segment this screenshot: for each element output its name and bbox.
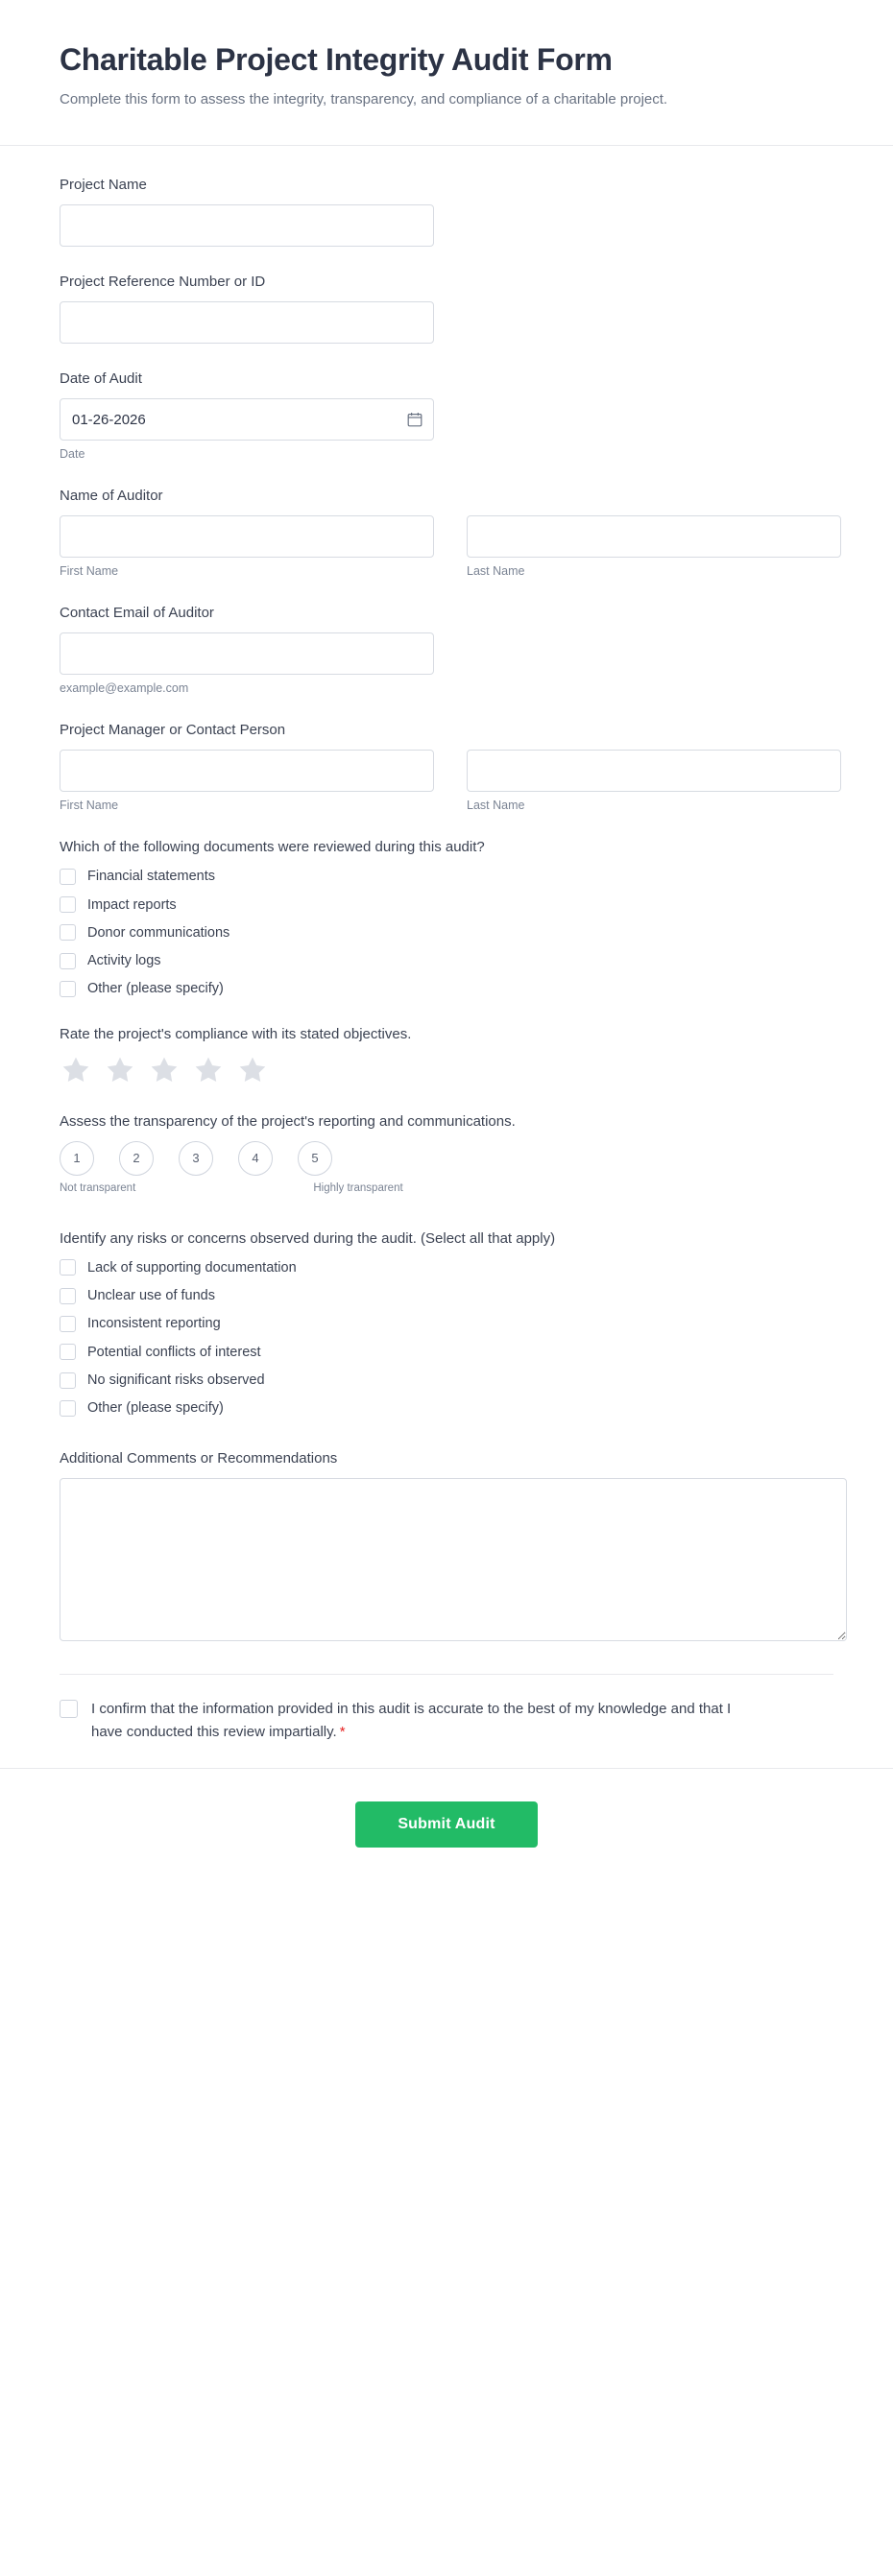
compliance-rating-label: Rate the project's compliance with its stated objectives. bbox=[60, 1025, 412, 1042]
checkbox-label: Other (please specify) bbox=[87, 981, 224, 997]
project-name-input[interactable] bbox=[60, 204, 434, 247]
checkbox-option[interactable] bbox=[60, 1371, 833, 1390]
checkbox-box[interactable] bbox=[60, 869, 76, 885]
checkbox-box[interactable] bbox=[60, 981, 76, 997]
documents-reviewed-label: Which of the following documents were reviewed during this audit? bbox=[60, 839, 485, 856]
documents-reviewed-options bbox=[60, 867, 833, 998]
checkbox-box[interactable] bbox=[60, 1372, 76, 1389]
page-title: Charitable Project Integrity Audit Form bbox=[60, 42, 613, 77]
field-auditor-name bbox=[60, 486, 833, 578]
manager-last-name-input[interactable] bbox=[467, 750, 841, 792]
star-icon[interactable] bbox=[60, 1054, 92, 1086]
risks-options bbox=[60, 1258, 833, 1419]
form-header bbox=[0, 0, 893, 146]
checkbox-label: Inconsistent reporting bbox=[87, 1316, 221, 1332]
checkbox-label: Potential conflicts of interest bbox=[87, 1344, 261, 1360]
checkbox-label: Donor communications bbox=[87, 924, 230, 941]
scale-captions bbox=[60, 1181, 434, 1196]
checkbox-option[interactable] bbox=[60, 1314, 833, 1333]
auditor-email-input[interactable] bbox=[60, 632, 434, 675]
risks-label: Identify any risks or concerns observed during the audit. (Select all that apply) bbox=[60, 1229, 556, 1247]
auditor-name-label: Name of Auditor bbox=[60, 488, 163, 505]
consent-text: I confirm that the information provided in this audit is accurate to the best of my knowledge and that I have conducted this review impartially. bbox=[91, 1701, 732, 1740]
manager-first-name-sub-label: First Name bbox=[60, 799, 119, 813]
checkbox-box[interactable] bbox=[60, 1288, 76, 1304]
auditor-last-name-col bbox=[467, 515, 841, 578]
form-subtitle: Complete this form to assess the integrity, transparency, and compliance of a charitable project. bbox=[60, 91, 668, 107]
field-documents-reviewed bbox=[60, 837, 833, 998]
checkbox-box[interactable] bbox=[60, 1344, 76, 1360]
checkbox-label: Unclear use of funds bbox=[87, 1287, 215, 1303]
auditor-last-name-sub-label: Last Name bbox=[467, 564, 525, 579]
additional-comments-textarea[interactable] bbox=[60, 1478, 847, 1641]
scale-option[interactable]: 1 bbox=[60, 1141, 94, 1176]
auditor-email-sub-label: example@example.com bbox=[60, 681, 189, 696]
star-icon[interactable] bbox=[148, 1054, 181, 1086]
project-reference-label: Project Reference Number or ID bbox=[60, 274, 266, 291]
auditor-email-label: Contact Email of Auditor bbox=[60, 605, 214, 622]
checkbox-label: Other (please specify) bbox=[87, 1400, 224, 1417]
checkbox-box[interactable] bbox=[60, 1400, 76, 1417]
manager-first-name-input[interactable] bbox=[60, 750, 434, 792]
form-footer bbox=[0, 1768, 893, 1892]
manager-last-name-sub-label: Last Name bbox=[467, 799, 525, 813]
checkbox-option[interactable] bbox=[60, 1286, 833, 1305]
additional-comments-label: Additional Comments or Recommendations bbox=[60, 1450, 338, 1467]
field-compliance-rating bbox=[60, 1024, 833, 1086]
project-name-label: Project Name bbox=[60, 177, 147, 194]
checkbox-box[interactable] bbox=[60, 896, 76, 913]
scale-right-caption: Highly transparent bbox=[313, 1181, 403, 1194]
auditor-first-name-input[interactable] bbox=[60, 515, 434, 558]
checkbox-option[interactable] bbox=[60, 979, 833, 998]
date-of-audit-label: Date of Audit bbox=[60, 370, 142, 388]
checkbox-option[interactable] bbox=[60, 923, 833, 942]
checkbox-option[interactable] bbox=[60, 895, 833, 915]
consent-row[interactable] bbox=[60, 1698, 833, 1743]
star-rating[interactable] bbox=[60, 1054, 833, 1086]
divider bbox=[60, 1674, 833, 1675]
auditor-last-name-input[interactable] bbox=[467, 515, 841, 558]
manager-first-name-col bbox=[60, 750, 434, 812]
form-body bbox=[0, 146, 893, 1768]
scale-option[interactable]: 4 bbox=[238, 1141, 273, 1176]
date-sub-label: Date bbox=[60, 447, 85, 462]
star-icon[interactable] bbox=[104, 1054, 136, 1086]
checkbox-option[interactable] bbox=[60, 1398, 833, 1418]
date-of-audit-input[interactable] bbox=[60, 398, 434, 441]
field-project-reference bbox=[60, 272, 833, 344]
checkbox-option[interactable] bbox=[60, 1258, 833, 1277]
field-auditor-email bbox=[60, 603, 833, 695]
checkbox-label: Lack of supporting documentation bbox=[87, 1259, 297, 1276]
checkbox-box[interactable] bbox=[60, 924, 76, 941]
project-manager-label: Project Manager or Contact Person bbox=[60, 722, 286, 739]
submit-button[interactable]: Submit Audit bbox=[355, 1801, 537, 1848]
auditor-name-row bbox=[60, 515, 833, 578]
star-icon[interactable] bbox=[236, 1054, 269, 1086]
required-marker: * bbox=[339, 1723, 346, 1740]
checkbox-box[interactable] bbox=[60, 953, 76, 969]
date-input-wrapper bbox=[60, 398, 434, 441]
scale-left-caption: Not transparent bbox=[60, 1181, 136, 1194]
checkbox-option[interactable] bbox=[60, 951, 833, 970]
transparency-scale-label: Assess the transparency of the project's reporting and communications. bbox=[60, 1112, 516, 1130]
checkbox-label: No significant risks observed bbox=[87, 1371, 265, 1388]
transparency-scale-wrapper bbox=[60, 1141, 434, 1196]
field-risks bbox=[60, 1228, 833, 1419]
consent-checkbox[interactable] bbox=[60, 1700, 78, 1718]
field-project-manager bbox=[60, 720, 833, 812]
field-additional-comments bbox=[60, 1448, 833, 1641]
checkbox-box[interactable] bbox=[60, 1259, 76, 1276]
checkbox-label: Financial statements bbox=[87, 869, 215, 885]
scale-option[interactable]: 5 bbox=[298, 1141, 332, 1176]
star-icon[interactable] bbox=[192, 1054, 225, 1086]
manager-last-name-col bbox=[467, 750, 841, 812]
field-transparency-scale bbox=[60, 1111, 833, 1196]
scale-option[interactable]: 2 bbox=[119, 1141, 154, 1176]
project-manager-name-row bbox=[60, 750, 833, 812]
transparency-scale-options bbox=[60, 1141, 434, 1176]
checkbox-option[interactable] bbox=[60, 867, 833, 886]
checkbox-label: Activity logs bbox=[87, 953, 161, 969]
scale-option[interactable]: 3 bbox=[179, 1141, 213, 1176]
field-date-of-audit bbox=[60, 369, 833, 461]
checkbox-label: Impact reports bbox=[87, 896, 177, 913]
field-project-name bbox=[60, 175, 833, 247]
project-reference-input[interactable] bbox=[60, 301, 434, 344]
auditor-first-name-col bbox=[60, 515, 434, 578]
checkbox-option[interactable] bbox=[60, 1343, 833, 1362]
consent-label bbox=[91, 1698, 754, 1743]
checkbox-box[interactable] bbox=[60, 1316, 76, 1332]
auditor-first-name-sub-label: First Name bbox=[60, 564, 119, 579]
